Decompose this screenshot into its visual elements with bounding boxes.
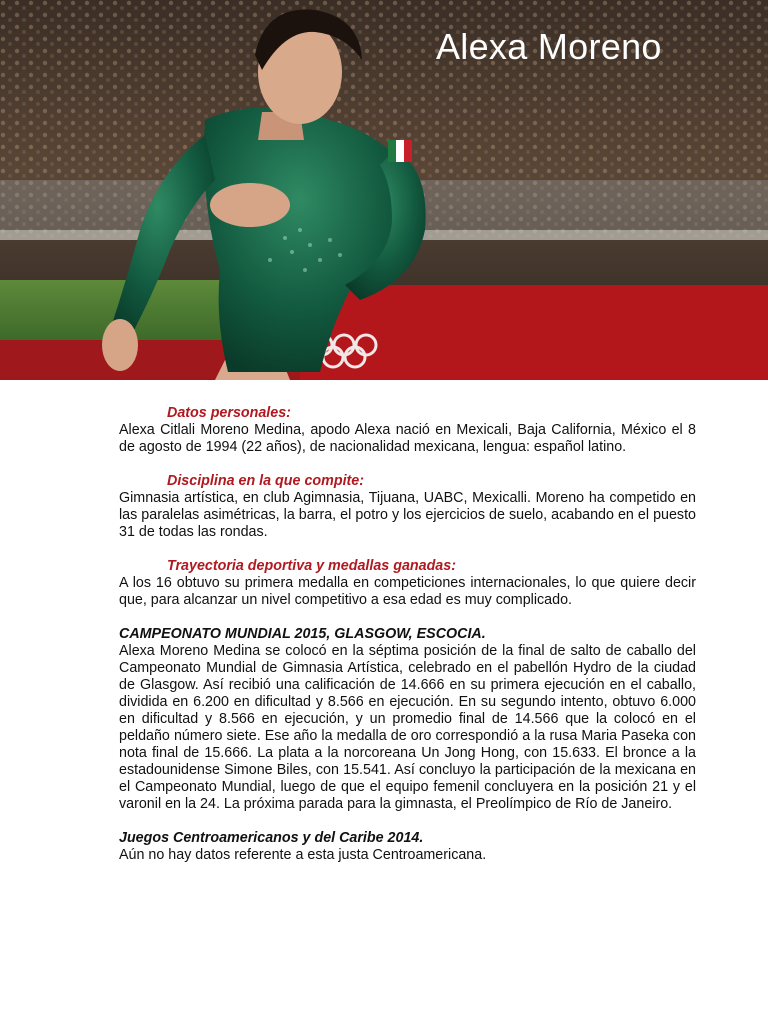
section-personal-data: [119, 405, 696, 456]
section-heading: Trayectoria deportiva y medallas ganadas:: [167, 558, 456, 574]
section-world-championship-2015: [119, 626, 696, 813]
section-heading: Juegos Centroamericanos y del Caribe 2014.: [119, 830, 424, 846]
section-text: Gimnasia artística, en club Agimnasia, Tijuana, UABC, Mexicalli. Moreno ha competido en las paralelas asimétricas, la barra, el potro y los ejercicios de suelo, acabando en el puesto 31 de todas las rondas.: [119, 490, 696, 540]
header-photo: [0, 0, 768, 380]
section-career: [119, 558, 696, 609]
section-text: A los 16 obtuvo su primera medalla en competiciones internacionales, lo que quiere decir que, para alcanzar un nivel competitivo a esa edad es muy complicado.: [119, 575, 696, 608]
section-heading: Datos personales:: [167, 405, 291, 421]
section-text: Alexa Moreno Medina se colocó en la séptima posición de la final de salto de caballo del Campeonato Mundial de Gimnasia Artística, celebrado en el pabellón Hydro de la ciudad de Glasgow. Así recibió una calificación de 14.666 en su primera ejecución en el caballo, dividida en 6.200 en dificultad y 8.566 en ejecución. En su segundo intento, obtuvo 6.000 en dificultad y 8.566 en ejecución, y un promedio final de 14.566 que la colocó en el peldaño número siete. Ese año la medalla de oro correspondió a la rusa Maria Paseka con nota final de 15.666. La plata a la norcoreana Un Jong Hong, con 15.633. El bronce a la estadounidense Simone Biles, con 15.541. Así concluyo la participación de la mexicana en el Campeonato Mundial, luego de que el equipo femenil concluyera en la posición 21 y el varonil en la 24. La próxima parada para la gimnasta, el Preolímpico de Río de Janeiro.: [119, 643, 696, 812]
section-text: Alexa Citlali Moreno Medina, apodo Alexa nació en Mexicali, Baja California, México el 8 de agosto de 1994 (22 años), de nacionalidad mexicana, lengua: español latino.: [119, 422, 696, 455]
section-text: Aún no hay datos referente a esta justa Centroamericana.: [119, 847, 487, 863]
athlete-name-title: Alexa Moreno: [436, 26, 662, 67]
mexico-flag-patch: [388, 140, 412, 162]
section-discipline: [119, 473, 696, 541]
section-central-american-games-2014: [119, 830, 696, 864]
section-heading: Disciplina en la que compite:: [167, 473, 365, 489]
section-heading: CAMPEONATO MUNDIAL 2015, GLASGOW, ESCOCIA.: [119, 626, 486, 642]
biography-body: [119, 405, 696, 864]
